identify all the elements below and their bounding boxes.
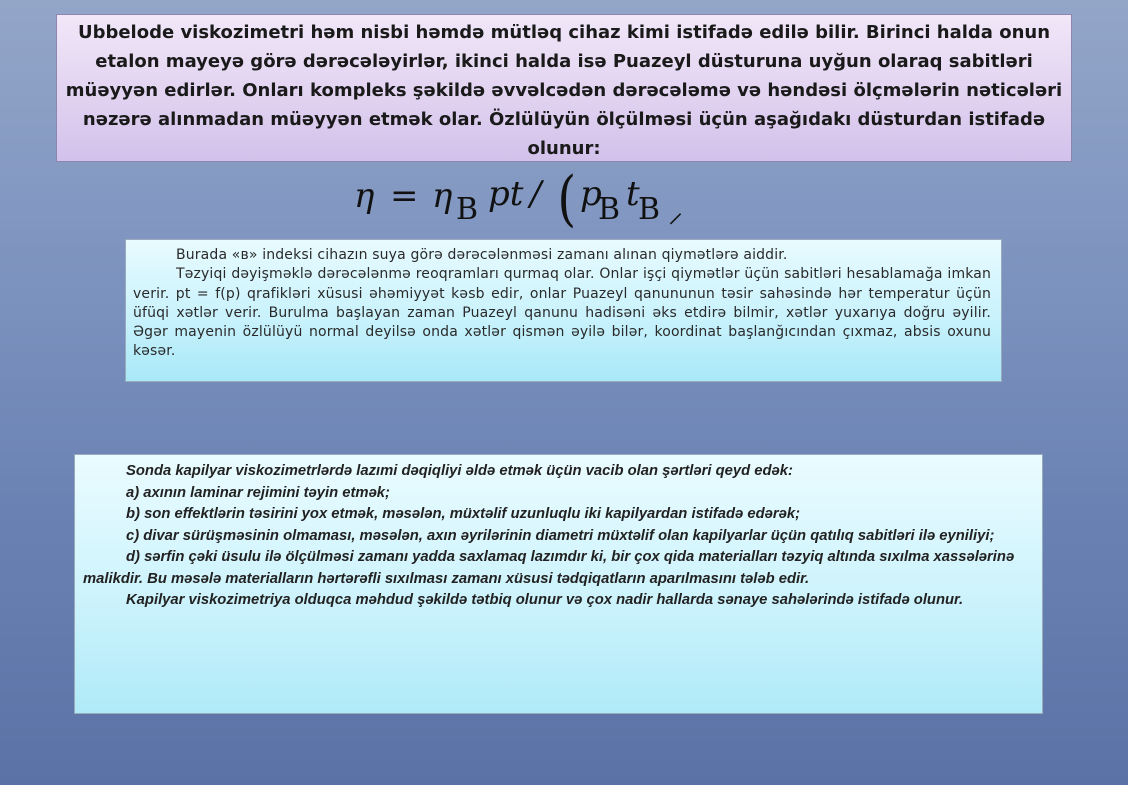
explanation-paragraph-2: Təzyiqi dəyişməklə dərəcələnmə reoqramları qurmaq olar. Onlar işçi qiymətlər üçün sabitləri hesablamağa imkan verir. pt = f(p) qrafikləri xüsusi əhəmiyyət kəsb edir, onlar Puazeyl qanununun təsir sahəsində hər temperatur üçün üfüqi xətlər verir. Burulma başlayan zaman Puazeyl qanunu hadisəni əks etdirə bilmir, xətlər yuxarıya doğru əyilir. Əgər mayenin özlülüyü normal deyilsə onda xətlər qismən əyilə bilər, koordinat başlanğıcından çıxmaz, absis oxunu kəsər. xyxy=(133,266,991,360)
formula-slash: / xyxy=(530,174,542,214)
condition-d: d) sərfin çəki üsulu ilə ölçülməsi zamanı yadda saxlamaq lazımdır ki, bir çox qida materialları təzyiq altında sıxılma xassələrinə malikdir. Bu məsələ materialların hərtərəfli sıxılması zamanı xüsusi tədqiqatların aparılmasını tələb edir. xyxy=(83,549,1015,587)
condition-a: a) axının laminar rejimini təyin etmək; xyxy=(126,484,390,501)
formula-equals: = xyxy=(390,176,419,216)
formula-subscript-b-3: B xyxy=(638,192,661,227)
viscosity-formula xyxy=(350,164,710,234)
formula-eta-b: η xyxy=(432,176,453,216)
intro-paragraph: Ubbelode viskozimetri həm nisbi həmdə mütləq cihaz kimi istifadə edilə bilir. Birinci halda onun etalon mayeyə görə dərəcələyirlər, ikinci halda isə Puazeyl düsturuna uyğun olaraq sabitləri müəyyən edirlər. Onları kompleks şəkildə əvvəlcədən dərəcələmə və həndəsi ölçmələrin nəticələri nəzərə alınmadan müəyyən etmək olar. Özlülüyün ölçülməsi üçün aşağıdakı düsturdan istifadə olunur: xyxy=(65,22,1063,159)
formula-open-paren: ( xyxy=(557,164,577,234)
conditions-intro: Sonda kapilyar viskozimetrlərdə lazımi dəqiqliyi əldə etmək üçün vacib olan şərtləri qeyd edək: xyxy=(126,463,793,479)
formula-subscript-b: B xyxy=(456,192,479,227)
intro-text-box xyxy=(56,14,1072,162)
explanation-paragraph-1: Burada «в» indeksi cihazın suya görə dərəcələnməsi zamanı alınan qiymətlərə aiddir. xyxy=(176,247,788,263)
formula-eta: η xyxy=(354,176,375,216)
conditions-text-box xyxy=(74,454,1043,714)
formula-p: p xyxy=(580,174,602,214)
condition-b: b) son effektlərin təsirini yox etmək, məsələn, müxtəlif uzunluqlu iki kapilyardan istifadə edərək; xyxy=(126,506,801,522)
formula-subscript-b-2: B xyxy=(598,192,621,227)
formula-close-paren: ⸝ xyxy=(668,195,683,230)
formula-pt: pt xyxy=(488,174,524,214)
condition-c: c) divar sürüşməsinin olmaması, məsələn, axın əyrilərinin diametri müxtəlif olan kapilyarlar üçün qatılıq sabitləri ilə eyniliyi; xyxy=(126,527,995,544)
explanation-text-box xyxy=(125,239,1002,382)
formula-t: t xyxy=(626,174,640,214)
conditions-conclusion: Kapilyar viskozimetriya olduqca məhdud şəkildə tətbiq olunur və çox nadir hallarda sənaye sahələrində istifadə olunur. xyxy=(126,592,964,608)
